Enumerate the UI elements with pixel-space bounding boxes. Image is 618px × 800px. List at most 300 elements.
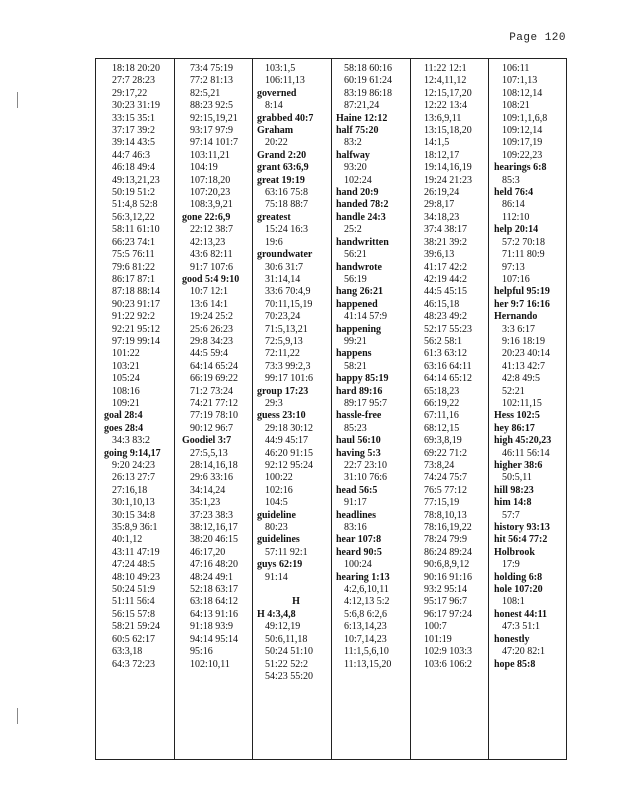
index-word: happened xyxy=(336,298,378,310)
scan-mark-bottom xyxy=(17,708,18,724)
index-word: governed xyxy=(257,87,297,99)
page-line-ref: 83:2 xyxy=(344,137,362,149)
index-word: hearings 6:8 xyxy=(494,162,547,174)
page-line-ref: 11:1,5,6,10 xyxy=(344,646,389,658)
page-line-ref: 66:19 69:22 xyxy=(190,373,239,385)
index-word: grant 63:6,9 xyxy=(257,162,309,174)
index-word: hang 26:21 xyxy=(336,286,383,298)
page-line-ref: 34:18,23 xyxy=(424,211,460,223)
page-line-ref: 46:11 56:14 xyxy=(502,447,550,459)
page-line-ref: 107:16 xyxy=(502,273,530,285)
page-line-ref: 100:24 xyxy=(344,559,372,571)
page-line-ref: 75:5 76:11 xyxy=(112,249,155,261)
page-line-ref: 50:24 51:10 xyxy=(265,646,314,658)
index-word: happening xyxy=(336,323,382,335)
page-line-ref: 112:10 xyxy=(502,211,530,223)
page-line-ref: 46:20 91:15 xyxy=(265,447,314,459)
page-line-ref: 46:15,18 xyxy=(424,298,460,310)
index-word: Hernando xyxy=(494,311,538,323)
index-word: handwritten xyxy=(336,236,389,248)
page-line-ref: 57:2 70:18 xyxy=(502,236,546,248)
page-line-ref: 30:23 31:19 xyxy=(112,100,161,112)
index-word: gone 22:6,9 xyxy=(182,211,231,223)
index-word: her 9:7 16:16 xyxy=(494,298,550,310)
index-word: hand 20:9 xyxy=(336,187,379,199)
page-line-ref: 93:20 xyxy=(344,162,367,174)
page-line-ref: 58:11 61:10 xyxy=(112,224,160,236)
page-line-ref: 102:16 xyxy=(265,484,293,496)
section-letter: H xyxy=(292,596,300,608)
page-line-ref: 44:9 45:17 xyxy=(265,435,309,447)
page-line-ref: 102:9 103:3 xyxy=(424,646,473,658)
page-line-ref: 90:12 96:7 xyxy=(190,422,234,434)
page-line-ref: 91:7 107:6 xyxy=(190,261,234,273)
index-word: H 4:3,4,8 xyxy=(257,608,296,620)
page-line-ref: 38:20 46:15 xyxy=(190,534,239,546)
page-line-ref: 4:2,6,10,11 xyxy=(344,584,389,596)
word-index-table xyxy=(95,58,567,760)
index-word: Haine 12:12 xyxy=(336,112,388,124)
index-column-6 xyxy=(494,63,572,755)
page-line-ref: 26:19,24 xyxy=(424,187,460,199)
page-line-ref: 12:22 13:4 xyxy=(424,100,468,112)
index-word: hole 107:20 xyxy=(494,584,543,596)
page-line-ref: 60:5 62:17 xyxy=(112,633,156,645)
page-line-ref: 100:22 xyxy=(265,472,293,484)
page-line-ref: 39:14 43:5 xyxy=(112,137,156,149)
page-line-ref: 12:4,11,12 xyxy=(424,75,467,87)
page-line-ref: 89:17 95:7 xyxy=(344,397,388,409)
page-line-ref: 97:19 99:14 xyxy=(112,335,161,347)
page-line-ref: 80:23 xyxy=(265,522,288,534)
page-line-ref: 71:2 73:24 xyxy=(190,385,234,397)
page-line-ref: 73:4 75:19 xyxy=(190,63,234,74)
page-line-ref: 74:24 75:7 xyxy=(424,472,468,484)
page-line-ref: 66:19,22 xyxy=(424,397,460,409)
index-column-3 xyxy=(257,63,335,755)
page-line-ref: 70:11,15,19 xyxy=(265,298,313,310)
index-word: hearing 1:13 xyxy=(336,571,390,583)
page-line-ref: 69:22 71:2 xyxy=(424,447,468,459)
page-line-ref: 73:8,24 xyxy=(424,460,455,471)
index-word: held 76:4 xyxy=(494,187,534,199)
page-line-ref: 60:19 61:24 xyxy=(344,75,393,87)
page-line-ref: 57:11 92:1 xyxy=(265,546,308,558)
page-line-ref: 78:16,19,22 xyxy=(424,522,472,534)
page-line-ref: 10:7 12:1 xyxy=(190,286,229,298)
page-line-ref: 56:3,12,22 xyxy=(112,211,155,223)
page-line-ref: 29:3 xyxy=(265,397,283,409)
index-word: Grand 2:20 xyxy=(257,149,307,161)
page-line-ref: 64:13 91:16 xyxy=(190,608,239,620)
index-word: honestly xyxy=(494,633,530,645)
page-line-ref: 109:17,19 xyxy=(502,137,543,149)
index-word: hope 85:8 xyxy=(494,658,536,670)
page-line-ref: 11:22 12:1 xyxy=(424,63,467,74)
page-line-ref: 13:6 14:1 xyxy=(190,298,229,310)
page-line-ref: 75:18 88:7 xyxy=(265,199,309,211)
page-line-ref: 101:22 xyxy=(112,348,140,360)
page-line-ref: 42:19 44:2 xyxy=(424,273,468,285)
page-line-ref: 68:12,15 xyxy=(424,422,460,434)
page-line-ref: 9:20 24:23 xyxy=(112,460,156,471)
page-line-ref: 18:18 20:20 xyxy=(112,63,161,74)
page-line-ref: 103:21 xyxy=(112,360,140,372)
index-word: going 9:14,17 xyxy=(104,447,161,459)
page-line-ref: 19:6 xyxy=(265,236,283,248)
page-line-ref: 52:17 55:23 xyxy=(424,323,473,335)
page-line-ref: 35:8,9 36:1 xyxy=(112,522,158,534)
page-line-ref: 64:3 72:23 xyxy=(112,658,156,670)
page-line-ref: 34:14,24 xyxy=(190,484,226,496)
page-line-ref: 9:16 18:19 xyxy=(502,335,546,347)
index-word: hassle-free xyxy=(336,410,382,422)
page-line-ref: 63:16 64:11 xyxy=(424,360,472,372)
page-line-ref: 50:6,11,18 xyxy=(265,633,308,645)
page-line-ref: 73:3 99:2,3 xyxy=(265,360,311,372)
page-line-ref: 103:6 106:2 xyxy=(424,658,473,670)
page-line-ref: 37:17 39:2 xyxy=(112,125,156,137)
index-column-2 xyxy=(182,63,260,755)
page-line-ref: 20:22 xyxy=(265,137,288,149)
index-word: hit 56:4 77:2 xyxy=(494,534,548,546)
page-line-ref: 83:16 xyxy=(344,522,367,534)
section-gap xyxy=(257,584,335,596)
page-line-ref: 101:19 xyxy=(424,633,452,645)
page-line-ref: 29:17,22 xyxy=(112,87,148,99)
page-line-ref: 97:14 101:7 xyxy=(190,137,239,149)
page-line-ref: 63:3,18 xyxy=(112,646,143,658)
page-line-ref: 71:5,13,21 xyxy=(265,323,308,335)
page-line-ref: 31:14,14 xyxy=(265,273,301,285)
page-line-ref: 51:4,8 52:8 xyxy=(112,199,158,211)
index-word: guideline xyxy=(257,509,296,521)
page-line-ref: 93:2 95:14 xyxy=(424,584,468,596)
page-line-ref: 109:21 xyxy=(112,397,140,409)
page-line-ref: 30:1,10,13 xyxy=(112,497,155,509)
index-word: half 75:20 xyxy=(336,125,379,137)
page-line-ref: 46:17,20 xyxy=(190,546,226,558)
index-word: Goodiel 3:7 xyxy=(182,435,232,447)
page-line-ref: 91:18 93:9 xyxy=(190,621,234,633)
page-line-ref: 28:14,16,18 xyxy=(190,460,238,471)
page-line-ref: 108:21 xyxy=(502,100,530,112)
index-word: handed 78:2 xyxy=(336,199,389,211)
index-word: higher 38:6 xyxy=(494,460,543,471)
page-line-ref: 46:18 49:4 xyxy=(112,162,156,174)
page-line-ref: 66:23 74:1 xyxy=(112,236,156,248)
page-line-ref: 61:3 63:12 xyxy=(424,348,468,360)
index-word: head 56:5 xyxy=(336,484,378,496)
index-word: hard 89:16 xyxy=(336,385,383,397)
page-line-ref: 56:2 58:1 xyxy=(424,335,463,347)
page-line-ref: 57:7 xyxy=(502,509,520,521)
page-line-ref: 44:5 45:15 xyxy=(424,286,468,298)
page-line-ref: 103:1,5 xyxy=(265,63,296,74)
page-line-ref: 85:3 xyxy=(502,174,520,186)
page-line-ref: 109:22,23 xyxy=(502,149,543,161)
index-word: Holbrook xyxy=(494,546,535,558)
page-line-ref: 91:14 xyxy=(265,571,288,583)
page-line-ref: 30:15 34:8 xyxy=(112,509,156,521)
page-line-ref: 77:2 81:13 xyxy=(190,75,234,87)
page-line-ref: 69:3,8,19 xyxy=(424,435,462,447)
page-line-ref: 50:19 51:2 xyxy=(112,187,156,199)
page-line-ref: 72:5,9,13 xyxy=(265,335,303,347)
page-line-ref: 58:21 59:24 xyxy=(112,621,161,633)
index-word: greatest xyxy=(257,211,291,223)
index-word: halfway xyxy=(336,149,370,161)
page-line-ref: 43:6 82:11 xyxy=(190,249,233,261)
page-line-ref: 99:17 101:6 xyxy=(265,373,314,385)
page-line-ref: 56:21 xyxy=(344,249,367,261)
page-line-ref: 8:14 xyxy=(265,100,283,112)
page-line-ref: 35:1,23 xyxy=(190,497,221,509)
page-line-ref: 90:6,8,9,12 xyxy=(424,559,470,571)
page-line-ref: 58:18 60:16 xyxy=(344,63,393,74)
page-line-ref: 5:6,8 6:2,6 xyxy=(344,608,388,620)
page-line-ref: 83:19 86:18 xyxy=(344,87,393,99)
index-column-1 xyxy=(104,63,182,755)
index-word: guys 62:19 xyxy=(257,559,303,571)
page-line-ref: 86:17 87:1 xyxy=(112,273,156,285)
page-line-ref: 71:11 80:9 xyxy=(502,249,545,261)
page-line-ref: 38:12,16,17 xyxy=(190,522,238,534)
page-line-ref: 4:12,13 5:2 xyxy=(344,596,390,608)
page-line-ref: 47:24 48:5 xyxy=(112,559,156,571)
page-line-ref: 109:1,1,6,8 xyxy=(502,112,548,124)
index-word: having 5:3 xyxy=(336,447,381,459)
page-line-ref: 19:24 21:23 xyxy=(424,174,473,186)
index-word: goal 28:4 xyxy=(104,410,143,422)
page-line-ref: 103:11,21 xyxy=(190,149,230,161)
page-line-ref: 11:13,15,20 xyxy=(344,658,392,670)
page-line-ref: 58:21 xyxy=(344,360,367,372)
page-line-ref: 94:14 95:14 xyxy=(190,633,239,645)
page-line-ref: 12:15,17,20 xyxy=(424,87,472,99)
page-line-ref: 10:7,14,23 xyxy=(344,633,387,645)
page-line-ref: 29:6 33:16 xyxy=(190,472,234,484)
page-line-ref: 93:17 97:9 xyxy=(190,125,234,137)
page-line-ref: 42:13,23 xyxy=(190,236,226,248)
page-line-ref: 91:22 92:2 xyxy=(112,311,156,323)
page-line-ref: 78:8,10,13 xyxy=(424,509,467,521)
page-line-ref: 56:15 57:8 xyxy=(112,608,156,620)
page-line-ref: 107:20,23 xyxy=(190,187,231,199)
page-line-ref: 20:23 40:14 xyxy=(502,348,551,360)
page-line-ref: 47:3 51:1 xyxy=(502,621,541,633)
page-line-ref: 91:17 xyxy=(344,497,367,509)
page-line-ref: 13:6,9,11 xyxy=(424,112,462,124)
page-line-ref: 87:21,24 xyxy=(344,100,380,112)
page-line-ref: 43:11 47:19 xyxy=(112,546,160,558)
page-line-ref: 51:22 52:2 xyxy=(265,658,309,670)
page-line-ref: 109:12,14 xyxy=(502,125,543,137)
page-line-ref: 25:2 xyxy=(344,224,362,236)
index-word: Graham xyxy=(257,125,294,137)
page-line-ref: 64:14 65:24 xyxy=(190,360,239,372)
page-line-ref: 104:19 xyxy=(190,162,218,174)
page-line-ref: 102:11,15 xyxy=(502,397,542,409)
page-line-ref: 27:16,18 xyxy=(112,484,148,496)
page-line-ref: 106:11 xyxy=(502,63,530,74)
page-line-ref: 48:10 49:23 xyxy=(112,571,161,583)
page-line-ref: 48:24 49:1 xyxy=(190,571,234,583)
page-line-ref: 37:23 38:3 xyxy=(190,509,234,521)
page-line-ref: 47:20 82:1 xyxy=(502,646,546,658)
page-line-ref: 22:12 38:7 xyxy=(190,224,234,236)
index-word: great 19:19 xyxy=(257,174,305,186)
page-line-ref: 42:8 49:5 xyxy=(502,373,541,385)
page-line-ref: 78:24 79:9 xyxy=(424,534,468,546)
page-line-ref: 106:11,13 xyxy=(265,75,305,87)
scan-mark-top xyxy=(17,92,18,108)
page-line-ref: 19:24 25:2 xyxy=(190,311,234,323)
page-line-ref: 18:12,17 xyxy=(424,149,460,161)
page-line-ref: 41:14 57:9 xyxy=(344,311,388,323)
page-line-ref: 64:14 65:12 xyxy=(424,373,473,385)
page-line-ref: 3:3 6:17 xyxy=(502,323,536,335)
page-line-ref: 29:8,17 xyxy=(424,199,455,211)
index-word: grabbed 40:7 xyxy=(257,112,314,124)
index-word: groundwater xyxy=(257,249,313,261)
page-line-ref: 49:13,21,23 xyxy=(112,174,160,186)
index-word: hear 107:8 xyxy=(336,534,382,546)
page-line-ref: 108:16 xyxy=(112,385,140,397)
index-word: heard 90:5 xyxy=(336,546,382,558)
page-line-ref: 38:21 39:2 xyxy=(424,236,468,248)
page-line-ref: 74:21 77:12 xyxy=(190,397,239,409)
page-line-ref: 37:4 38:17 xyxy=(424,224,468,236)
page-line-ref: 100:7 xyxy=(424,621,447,633)
index-word: group 17:23 xyxy=(257,385,309,397)
page-line-ref: 33:15 35:1 xyxy=(112,112,156,124)
page-line-ref: 51:11 56:4 xyxy=(112,596,155,608)
page-line-ref: 105:24 xyxy=(112,373,140,385)
page-line-ref: 50:24 51:9 xyxy=(112,584,156,596)
page-line-ref: 67:11,16 xyxy=(424,410,459,422)
page-line-ref: 52:18 63:17 xyxy=(190,584,239,596)
index-word: guess 23:10 xyxy=(257,410,306,422)
page-line-ref: 30:6 31:7 xyxy=(265,261,304,273)
page-line-ref: 86:24 89:24 xyxy=(424,546,473,558)
page-line-ref: 108:1 xyxy=(502,596,525,608)
page-line-ref: 40:1,12 xyxy=(112,534,143,546)
page-line-ref: 92:12 95:24 xyxy=(265,460,314,471)
index-word: happy 85:19 xyxy=(336,373,389,385)
page-line-ref: 65:18,23 xyxy=(424,385,460,397)
page-line-ref: 6:13,14,23 xyxy=(344,621,387,633)
page-line-ref: 92:21 95:12 xyxy=(112,323,161,335)
page-line-ref: 41:17 42:2 xyxy=(424,261,468,273)
page-line-ref: 86:14 xyxy=(502,199,525,211)
page-line-ref: 39:6,13 xyxy=(424,249,455,261)
index-word: hill 98:23 xyxy=(494,484,534,496)
index-word: guidelines xyxy=(257,534,300,546)
page-line-ref: 99:21 xyxy=(344,335,367,347)
page-line-ref: 102:10,11 xyxy=(190,658,230,670)
page-line-ref: 44:7 46:3 xyxy=(112,149,151,161)
index-column-4 xyxy=(336,63,414,755)
page-line-ref: 26:13 27:7 xyxy=(112,472,156,484)
page-line-ref: 72:11,22 xyxy=(265,348,300,360)
page-line-ref: 29:8 34:23 xyxy=(190,335,234,347)
page-line-ref: 13:15,18,20 xyxy=(424,125,472,137)
page-line-ref: 49:12,19 xyxy=(265,621,301,633)
page-line-ref: 22:7 23:10 xyxy=(344,460,388,471)
page-line-ref: 70:23,24 xyxy=(265,311,301,323)
index-word: handle 24:3 xyxy=(336,211,386,223)
page-line-ref: 88:23 92:5 xyxy=(190,100,234,112)
index-word: him 14:8 xyxy=(494,497,532,509)
page-line-ref: 63:16 75:8 xyxy=(265,187,309,199)
page-line-ref: 77:15,19 xyxy=(424,497,460,509)
page-line-ref: 44:5 59:4 xyxy=(190,348,229,360)
page-line-ref: 87:18 88:14 xyxy=(112,286,161,298)
page-line-ref: 102:24 xyxy=(344,174,372,186)
page-line-ref: 96:17 97:24 xyxy=(424,608,473,620)
page-line-ref: 33:6 70:4,9 xyxy=(265,286,311,298)
page-line-ref: 29:18 30:12 xyxy=(265,422,314,434)
page-line-ref: 63:18 64:12 xyxy=(190,596,239,608)
page-line-ref: 54:23 55:20 xyxy=(265,670,314,682)
page-line-ref: 95:16 xyxy=(190,646,213,658)
index-word: headlines xyxy=(336,509,377,521)
page-line-ref: 90:23 91:17 xyxy=(112,298,161,310)
page-line-ref: 52:21 xyxy=(502,385,525,397)
page-line-ref: 27:5,5,13 xyxy=(190,447,228,459)
page-line-ref: 15:24 16:3 xyxy=(265,224,309,236)
page-line-ref: 77:19 78:10 xyxy=(190,410,239,422)
index-word: haul 56:10 xyxy=(336,435,381,447)
page-line-ref: 48:23 49:2 xyxy=(424,311,468,323)
page-line-ref: 82:5,21 xyxy=(190,87,221,99)
index-word: history 93:13 xyxy=(494,522,550,534)
page-line-ref: 95:17 96:7 xyxy=(424,596,468,608)
index-word: goes 28:4 xyxy=(104,422,144,434)
page-line-ref: 76:5 77:12 xyxy=(424,484,468,496)
page-line-ref: 107:18,20 xyxy=(190,174,231,186)
index-word: helpful 95:19 xyxy=(494,286,550,298)
index-column-5 xyxy=(416,63,494,755)
page-line-ref: 41:13 42:7 xyxy=(502,360,546,372)
index-word: Hess 102:5 xyxy=(494,410,540,422)
page-line-ref: 17:9 xyxy=(502,559,520,571)
page-line-ref: 34:3 83:2 xyxy=(112,435,151,447)
index-word: hey 86:17 xyxy=(494,422,535,434)
page-line-ref: 104:5 xyxy=(265,497,288,509)
index-word: happens xyxy=(336,348,372,360)
page-line-ref: 107:1,13 xyxy=(502,75,538,87)
page-line-ref: 56:19 xyxy=(344,273,367,285)
page-line-ref: 108:12,14 xyxy=(502,87,543,99)
page-line-ref: 19:14,16,19 xyxy=(424,162,472,174)
page-line-ref: 85:23 xyxy=(344,422,367,434)
page-line-ref: 92:15,19,21 xyxy=(190,112,238,124)
page-label: Page 120 xyxy=(509,32,566,44)
index-word: honest 44:11 xyxy=(494,608,548,620)
index-word: good 5:4 9:10 xyxy=(182,273,240,285)
page-line-ref: 31:10 76:6 xyxy=(344,472,388,484)
page-line-ref: 79:6 81:22 xyxy=(112,261,156,273)
page-line-ref: 14:1,5 xyxy=(424,137,450,149)
index-word: handwrote xyxy=(336,261,382,273)
index-word: help 20:14 xyxy=(494,224,539,236)
page-line-ref: 27:7 28:23 xyxy=(112,75,156,87)
page-line-ref: 47:16 48:20 xyxy=(190,559,239,571)
index-word: high 45:20,23 xyxy=(494,435,552,447)
index-word: holding 6:8 xyxy=(494,571,543,583)
